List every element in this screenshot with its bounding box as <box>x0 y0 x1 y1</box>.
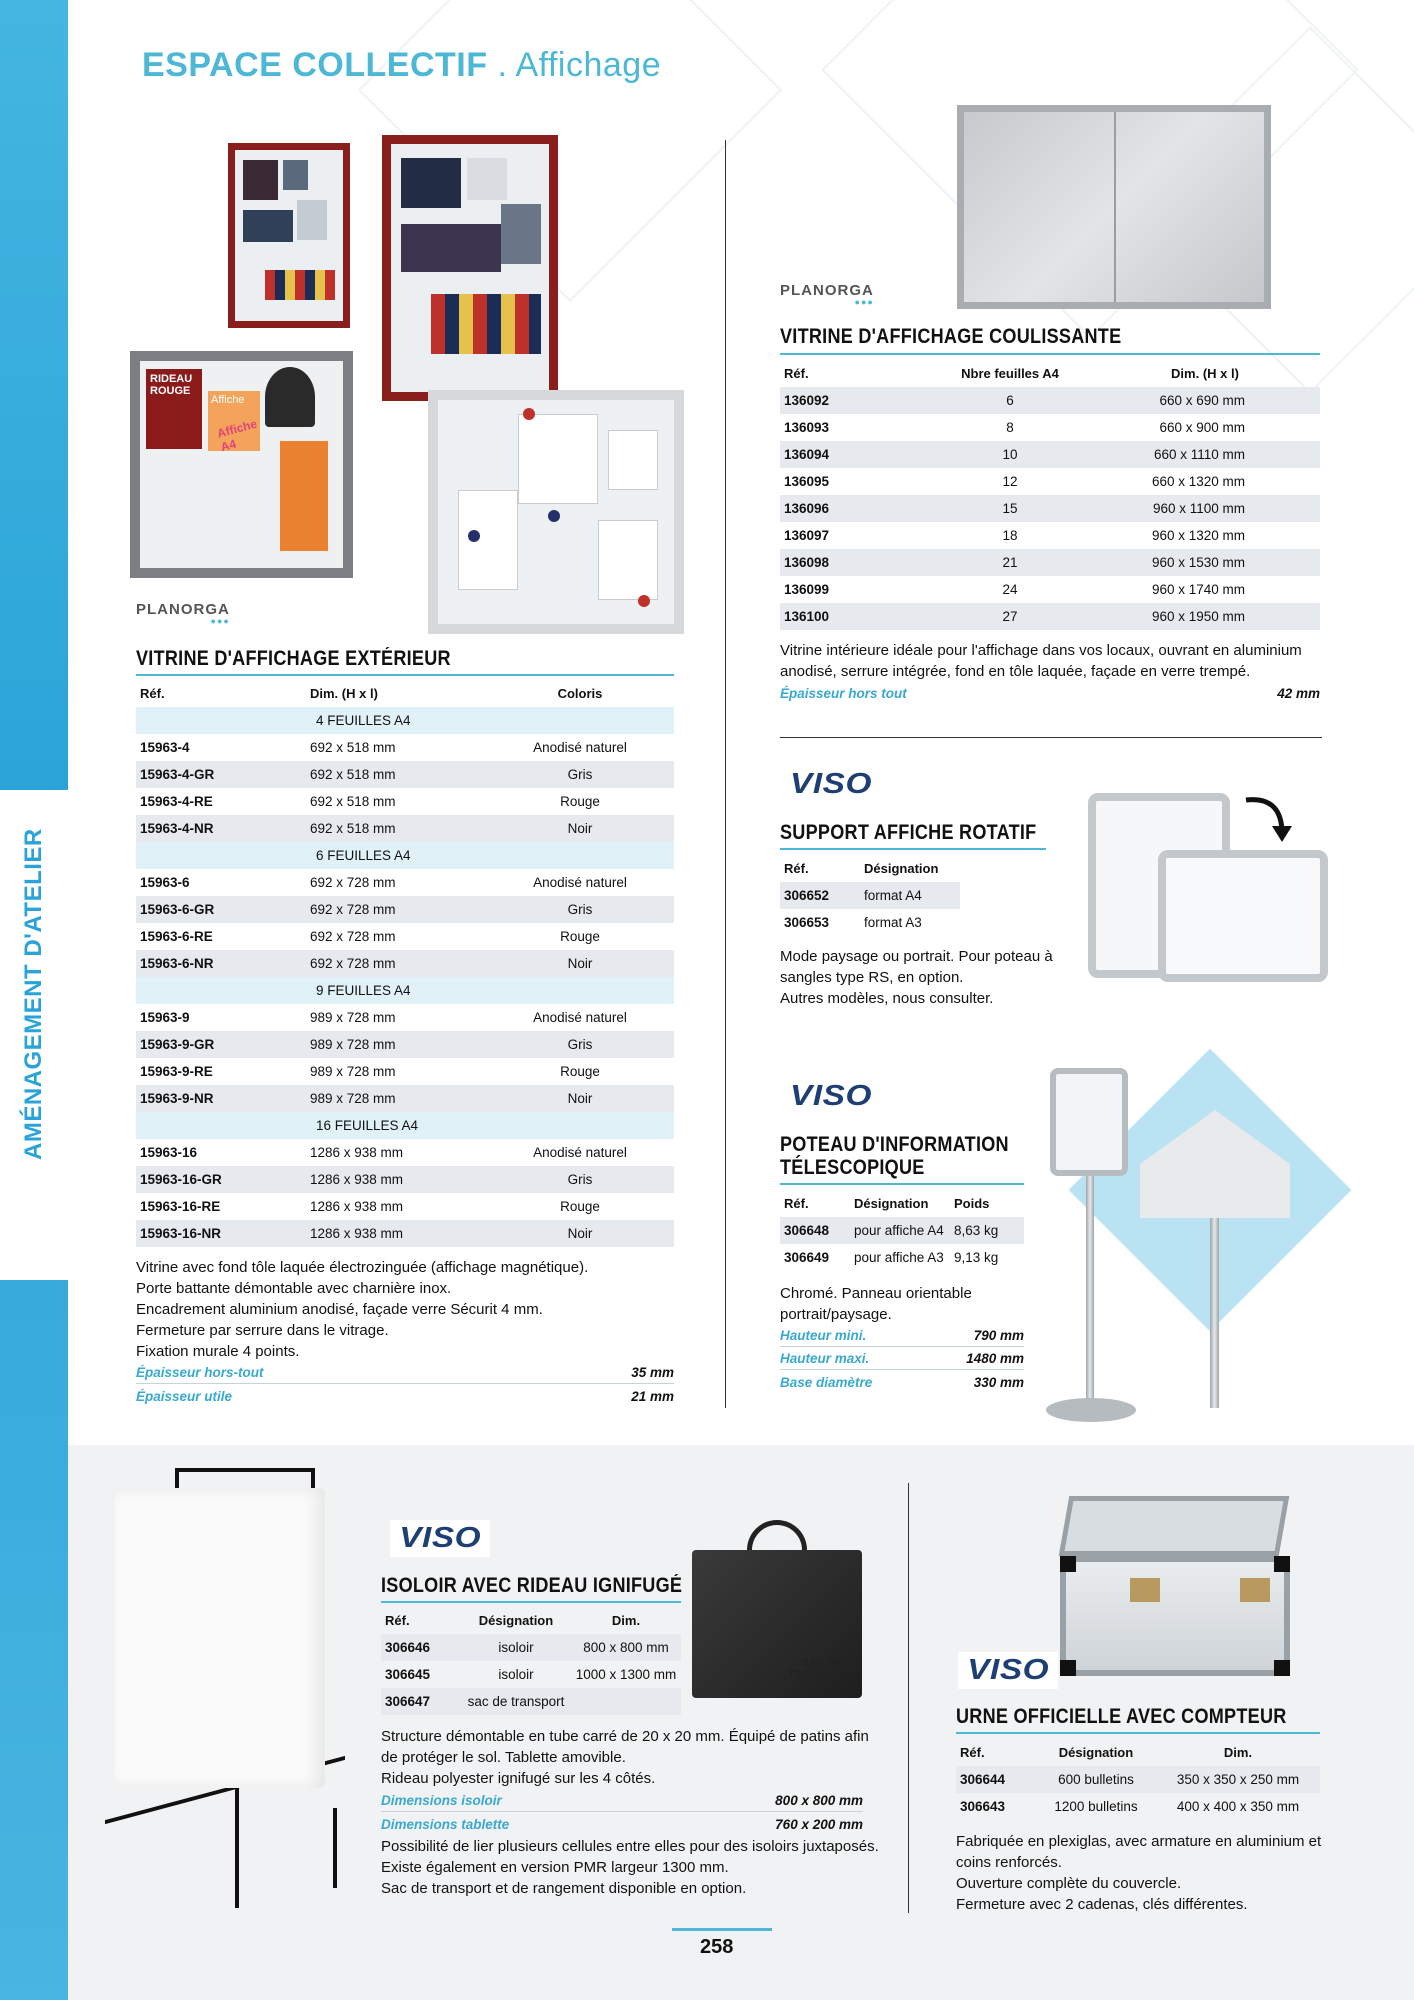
poteau-pole <box>1086 1176 1094 1408</box>
poteau-title-line: POTEAU D'INFORMATION <box>780 1133 1009 1156</box>
cell-dim: 960 x 1320 mm <box>1151 528 1245 543</box>
poteau-panel-portrait <box>1050 1068 1128 1176</box>
desc-line: Fixation murale 4 points. <box>136 1343 300 1360</box>
desc-line: Rideau polyester ignifugé sur les 4 côtés. <box>381 1770 656 1787</box>
cell-designation: format A4 <box>860 882 960 909</box>
page-number-rule <box>672 1928 772 1931</box>
th-dim: Dim. (H x l) <box>310 686 378 701</box>
cell-ref: 306647 <box>381 1688 461 1715</box>
spec-value: 1480 mm <box>966 1351 1024 1366</box>
spec-value: 790 mm <box>973 1328 1024 1343</box>
cell-ref: 15963-16-GR <box>136 1166 306 1193</box>
vitrine-photo-grey <box>130 351 353 578</box>
desc-line: portrait/paysage. <box>780 1306 892 1323</box>
page-title-main: ESPACE COLLECTIF <box>142 46 488 84</box>
spec-label: Hauteur mini. <box>780 1328 867 1343</box>
support-rotatif-description <box>780 946 1060 1009</box>
desc-line: de protéger le sol. Tablette amovible. <box>381 1749 626 1766</box>
vitrine-exterieur-table-body <box>136 707 674 1247</box>
spec-value: 21 mm <box>631 1388 674 1404</box>
th-ref: Réf. <box>140 686 165 701</box>
urne-title: URNE OFFICIELLE AVEC COMPTEUR <box>956 1705 1287 1728</box>
title-rule <box>780 353 1320 355</box>
cell-designation: isoloir <box>461 1634 571 1661</box>
title-rule <box>136 674 674 676</box>
cell-dim: 350 x 350 x 250 mm <box>1156 1766 1320 1793</box>
table-row <box>780 468 1320 495</box>
cell-dim: 660 x 1320 mm <box>1151 474 1245 489</box>
cell-designation: pour affiche A3 <box>854 1250 944 1265</box>
desc-line: Porte battante démontable avec charnière inox. <box>136 1280 452 1297</box>
desc-line: Structure démontable en tube carré de 20 x 20 mm. Équipé de patins afin <box>381 1728 869 1745</box>
group-spacer <box>486 1112 674 1139</box>
cell-dim: 989 x 728 mm <box>310 1010 396 1025</box>
spec-value: 35 mm <box>631 1365 674 1380</box>
brand-viso-logo: VISO <box>790 1080 873 1112</box>
title-rule <box>780 1183 1024 1185</box>
cell-color: Noir <box>486 815 674 842</box>
cell-dim: 660 x 690 mm <box>1090 387 1320 414</box>
cell-ref: 306646 <box>381 1634 461 1661</box>
desc-line: Chromé. Panneau orientable <box>780 1285 972 1302</box>
cell-ref: 136094 <box>780 441 930 468</box>
table-row <box>780 414 1320 441</box>
cell-sheets: 12 <box>1002 474 1018 489</box>
spec-label: Épaisseur hors tout <box>780 685 907 701</box>
brand-viso-logo: VISO <box>390 1520 490 1557</box>
table-group-row <box>136 842 674 869</box>
cell-dim: 660 x 1110 mm <box>1090 441 1320 468</box>
desc-line: Existe également en version PMR largeur 1300 mm. <box>381 1859 729 1876</box>
cell-ref: 15963-9 <box>140 1010 190 1025</box>
th-ref: Réf. <box>784 366 809 381</box>
table-row <box>780 1244 1024 1271</box>
group-spacer <box>486 977 674 1004</box>
group-label: 16 FEUILLES A4 <box>136 1112 486 1139</box>
isoloir-description-2 <box>381 1836 881 1899</box>
poteau-pole-2 <box>1210 1218 1219 1408</box>
spec-value: 330 mm <box>973 1374 1024 1390</box>
cell-dim: 692 x 728 mm <box>310 929 396 944</box>
title-rule <box>780 848 1046 850</box>
cell-ref: 15963-16-RE <box>140 1199 221 1214</box>
desc-line: Fermeture avec 2 cadenas, clés différentes. <box>956 1896 1248 1913</box>
spec-row <box>136 1362 674 1384</box>
spec-label: Hauteur maxi. <box>780 1351 870 1366</box>
table-row <box>956 1793 1320 1820</box>
group-spacer <box>486 842 674 869</box>
cell-dim: 692 x 518 mm <box>306 761 486 788</box>
title-rule <box>956 1732 1320 1734</box>
cell-color: Gris <box>486 761 674 788</box>
cell-ref: 136098 <box>780 549 930 576</box>
cell-color: Anodisé naturel <box>533 1010 627 1025</box>
group-label: 9 FEUILLES A4 <box>136 977 486 1004</box>
spec-label: Épaisseur hors-tout <box>136 1365 264 1380</box>
vitrine-coulissante-table-body <box>780 387 1320 630</box>
vitrine-coulissante-description <box>780 640 1340 682</box>
cell-sheets: 10 <box>930 441 1090 468</box>
section-divider <box>780 737 1322 738</box>
bag-label-line: TRANSPORT <box>788 1669 857 1681</box>
cell-designation: sac de transport <box>461 1688 571 1715</box>
spec-row <box>381 1813 863 1835</box>
table-row <box>956 1766 1320 1793</box>
cell-dim: 692 x 728 mm <box>310 875 396 890</box>
table-row <box>136 1085 674 1112</box>
support-rotatif-title: SUPPORT AFFICHE ROTATIF <box>780 821 1037 844</box>
table-row <box>780 909 960 936</box>
cell-color: Noir <box>486 1220 674 1247</box>
cell-dim: 660 x 900 mm <box>1159 420 1245 435</box>
urne-description <box>956 1831 1336 1915</box>
cell-dim: 692 x 518 mm <box>310 740 396 755</box>
cell-ref: 306649 <box>784 1250 830 1265</box>
cell-designation: 600 bulletins <box>1036 1766 1156 1793</box>
bag-label-line: SAC DE <box>801 1657 843 1669</box>
cell-color: Rouge <box>560 929 600 944</box>
cell-dim: 692 x 728 mm <box>306 950 486 977</box>
poster-affiche-a4: Affiche A4 <box>215 416 259 455</box>
th-ref: Réf. <box>960 1745 985 1760</box>
cell-color: Anodisé naturel <box>533 1145 627 1160</box>
spec-row <box>780 1348 1024 1370</box>
desc-line: Fabriquée en plexiglas, avec armature en aluminium et <box>956 1833 1322 1850</box>
cell-ref: 15963-4-NR <box>136 815 306 842</box>
brand-planorga-logo <box>136 601 230 626</box>
cell-weight: 8,63 kg <box>950 1217 1024 1244</box>
transport-bag-label <box>788 1657 856 1681</box>
cell-dim: 1000 x 1300 mm <box>575 1667 677 1682</box>
cell-sheets: 15 <box>930 495 1090 522</box>
table-row <box>780 387 1320 414</box>
table-group-row <box>136 1112 674 1139</box>
vitrine-exterieur-title: VITRINE D'AFFICHAGE EXTÉRIEUR <box>136 647 451 670</box>
table-row <box>136 1193 674 1220</box>
table-row <box>780 576 1320 603</box>
cell-color: Anodisé naturel <box>533 740 627 755</box>
cell-dim: 400 x 400 x 350 mm <box>1176 1799 1300 1814</box>
desc-line: Sac de transport et de rangement disponible en option. <box>381 1880 747 1897</box>
cell-color: Noir <box>486 950 674 977</box>
cell-ref: 15963-4-GR <box>136 761 306 788</box>
cell-designation: pour affiche A4 <box>850 1217 950 1244</box>
cell-ref: 136096 <box>780 495 930 522</box>
cell-dim: 960 x 1950 mm <box>1090 603 1320 630</box>
cell-ref: 15963-9-RE <box>140 1064 213 1079</box>
th-designation: Désignation <box>1058 1745 1134 1760</box>
th-designation: Désignation <box>854 1196 929 1211</box>
vitrine-coulissante-title: VITRINE D'AFFICHAGE COULISSANTE <box>780 325 1122 348</box>
cell-designation: 1200 bulletins <box>1054 1799 1138 1814</box>
desc-line: Fermeture par serrure dans le vitrage. <box>136 1322 389 1339</box>
desc-line: Encadrement aluminium anodisé, façade verre Sécurit 4 mm. <box>136 1301 543 1318</box>
poteau-title <box>780 1134 1009 1179</box>
cell-weight: 9,13 kg <box>954 1250 999 1265</box>
spec-label: Base diamètre <box>780 1374 873 1390</box>
table-row <box>136 896 674 923</box>
table-row <box>136 1004 674 1031</box>
table-row <box>780 495 1320 522</box>
th-dim: Dim. (H x l) <box>1171 366 1239 381</box>
spec-value: 760 x 200 mm <box>775 1816 863 1832</box>
cell-ref: 15963-4-RE <box>140 794 213 809</box>
cell-designation: isoloir <box>498 1667 534 1682</box>
poster-affiche: Affiche <box>208 391 260 451</box>
brand-viso-logo: VISO <box>790 768 873 800</box>
desc-line: Ouverture complète du couvercle. <box>956 1875 1182 1892</box>
cell-color: Gris <box>486 1166 674 1193</box>
spec-row <box>780 1325 1024 1347</box>
th-designation: Désignation <box>478 1613 554 1628</box>
title-rule <box>381 1601 681 1603</box>
table-row <box>136 761 674 788</box>
vitrine-exterieur-table <box>136 680 674 1247</box>
spec-value: 42 mm <box>1277 685 1320 701</box>
rotate-arrow-icon <box>1240 790 1300 850</box>
spec-row <box>381 1790 863 1812</box>
desc-line: Possibilité de lier plusieurs cellules entre elles pour des isoloirs juxtaposés. <box>381 1838 879 1855</box>
table-row <box>136 734 674 761</box>
table-row <box>136 950 674 977</box>
brand-viso-logo: VISO <box>958 1652 1058 1689</box>
poteau-title-line: TÉLESCOPIQUE <box>780 1155 925 1179</box>
cell-dim: 960 x 1100 mm <box>1090 495 1320 522</box>
group-spacer <box>486 707 674 734</box>
desc-line: Vitrine intérieure idéale pour l'affichage dans vos locaux, ouvrant en aluminium <box>780 642 1302 659</box>
cell-ref: 15963-9-GR <box>136 1031 306 1058</box>
table-row <box>136 1058 674 1085</box>
group-label: 6 FEUILLES A4 <box>136 842 486 869</box>
isoloir-description <box>381 1726 881 1789</box>
table-row <box>136 1166 674 1193</box>
cell-ref: 15963-6 <box>140 875 190 890</box>
cell-sheets: 24 <box>1002 582 1018 597</box>
urne-table <box>956 1739 1320 1820</box>
poteau-base <box>1046 1398 1136 1422</box>
cell-dim: 692 x 728 mm <box>306 896 486 923</box>
cell-ref: 136097 <box>784 528 830 543</box>
cell-dim: 1286 x 938 mm <box>306 1166 486 1193</box>
brand-planorga-dots: ●●● <box>210 616 230 626</box>
vitrine-coulissante-table <box>780 360 1320 630</box>
cell-designation: format A3 <box>864 915 922 930</box>
th-dim: Dim. <box>611 1613 641 1628</box>
cell-ref: 136093 <box>784 420 830 435</box>
group-label: 4 FEUILLES A4 <box>136 707 486 734</box>
table-row <box>136 1220 674 1247</box>
table-row <box>780 549 1320 576</box>
cell-ref: 306648 <box>780 1217 850 1244</box>
isoloir-title: ISOLOIR AVEC RIDEAU IGNIFUGÉ <box>381 1574 683 1597</box>
urne-photo <box>1050 1486 1300 1686</box>
page-number: 258 <box>700 1936 734 1958</box>
vitrine-photo-white <box>428 390 684 634</box>
vitrine-coulissante-photo <box>957 105 1271 309</box>
cell-ref: 306653 <box>784 915 830 930</box>
table-row <box>136 1031 674 1058</box>
cell-sheets: 18 <box>1002 528 1018 543</box>
th-ref: Réf. <box>385 1613 410 1628</box>
th-ref: Réf. <box>784 861 809 876</box>
support-rotatif-photo-landscape <box>1158 850 1328 982</box>
th-sheets: Nbre feuilles A4 <box>961 366 1059 381</box>
cell-dim <box>571 1688 681 1715</box>
table-row <box>381 1688 681 1715</box>
cell-ref: 306644 <box>956 1766 1036 1793</box>
cell-ref: 306652 <box>780 882 860 909</box>
table-row <box>780 882 960 909</box>
cell-dim: 989 x 728 mm <box>306 1085 486 1112</box>
cell-ref: 136100 <box>780 603 930 630</box>
cell-dim: 960 x 1530 mm <box>1090 549 1320 576</box>
cell-ref: 136092 <box>780 387 930 414</box>
desc-line: Mode paysage ou portrait. Pour poteau à <box>780 948 1053 965</box>
spec-label: Dimensions isoloir <box>381 1793 502 1808</box>
table-row <box>780 522 1320 549</box>
table-row <box>136 1139 674 1166</box>
brand-planorga-dots: ●●● <box>854 297 874 307</box>
table-row <box>381 1661 681 1688</box>
table-group-row <box>136 977 674 1004</box>
desc-line: coins renforcés. <box>956 1854 1062 1871</box>
page-title-sub: . Affichage <box>497 46 662 84</box>
cell-dim: 1286 x 938 mm <box>310 1145 404 1160</box>
table-row <box>136 923 674 950</box>
table-row <box>381 1634 681 1661</box>
cell-color: Rouge <box>560 1199 600 1214</box>
cell-ref: 15963-16-NR <box>136 1220 306 1247</box>
brand-planorga-logo <box>780 282 874 307</box>
th-color: Coloris <box>557 686 603 701</box>
page-title <box>142 46 661 85</box>
cell-dim: 1286 x 938 mm <box>306 1220 486 1247</box>
cell-dim: 692 x 518 mm <box>306 815 486 842</box>
th-dim: Dim. <box>1223 1745 1253 1760</box>
vitrine-photo-red-closed <box>228 143 350 328</box>
cell-ref: 15963-9-NR <box>136 1085 306 1112</box>
spec-row <box>780 682 1320 704</box>
cell-ref: 15963-16 <box>140 1145 198 1160</box>
cell-dim: 989 x 728 mm <box>310 1064 396 1079</box>
table-row <box>136 869 674 896</box>
th-ref: Réf. <box>784 1196 809 1211</box>
table-row <box>136 788 674 815</box>
cell-dim: 989 x 728 mm <box>306 1031 486 1058</box>
side-label: AMÉNAGEMENT D'ATELIER <box>20 828 47 1160</box>
cell-color: Anodisé naturel <box>533 875 627 890</box>
th-weight: Poids <box>954 1196 990 1211</box>
cell-color: Gris <box>486 1031 674 1058</box>
cell-ref: 15963-4 <box>140 740 190 755</box>
cell-sheets: 8 <box>1006 420 1014 435</box>
support-rotatif-table <box>780 855 960 936</box>
poteau-description <box>780 1283 1030 1325</box>
cell-color: Noir <box>486 1085 674 1112</box>
cell-dim: 692 x 518 mm <box>310 794 396 809</box>
poster-rideau: RIDEAU ROUGE <box>146 369 202 449</box>
column-divider <box>725 140 726 1408</box>
table-row <box>136 815 674 842</box>
cell-sheets: 27 <box>930 603 1090 630</box>
cell-ref: 306643 <box>960 1799 1006 1814</box>
cell-dim: 960 x 1740 mm <box>1151 582 1245 597</box>
th-designation: Désignation <box>864 861 939 876</box>
cell-dim: 1286 x 938 mm <box>310 1199 404 1214</box>
desc-line: sangles type RS, en option. <box>780 969 964 986</box>
cell-sheets: 21 <box>930 549 1090 576</box>
cell-ref: 136095 <box>784 474 830 489</box>
brand-planorga-text: PLANORGA <box>780 282 874 299</box>
table-group-row <box>136 707 674 734</box>
spec-row <box>136 1385 674 1407</box>
spec-label: Dimensions tablette <box>381 1816 510 1832</box>
cell-ref: 15963-6-RE <box>140 929 213 944</box>
vitrine-exterieur-description <box>136 1257 676 1362</box>
brand-planorga-text: PLANORGA <box>136 601 230 618</box>
isoloir-photo <box>105 1468 345 1908</box>
desc-line: Autres modèles, nous consulter. <box>780 990 994 1007</box>
cell-color: Rouge <box>560 1064 600 1079</box>
column-divider-bottom <box>908 1483 909 1913</box>
cell-color: Gris <box>486 896 674 923</box>
table-row <box>780 1217 1024 1244</box>
vitrine-photo-red-open <box>382 135 558 401</box>
cell-ref: 136099 <box>784 582 830 597</box>
isoloir-table <box>381 1607 681 1715</box>
cell-color: Rouge <box>560 794 600 809</box>
cell-ref: 15963-6-GR <box>136 896 306 923</box>
table-row <box>780 603 1320 630</box>
spec-label: Épaisseur utile <box>136 1388 233 1404</box>
spec-row <box>780 1371 1024 1393</box>
cell-sheets: 6 <box>930 387 1090 414</box>
desc-line: anodisé, serrure intégrée, fond en tôle laquée, façade en verre trempé. <box>780 663 1251 680</box>
poteau-table <box>780 1190 1024 1271</box>
cell-dim: 800 x 800 mm <box>571 1634 681 1661</box>
table-row <box>780 441 1320 468</box>
spec-value: 800 x 800 mm <box>775 1793 863 1808</box>
cell-ref: 15963-6-NR <box>136 950 306 977</box>
desc-line: Vitrine avec fond tôle laquée électrozinguée (affichage magnétique). <box>136 1259 589 1276</box>
cell-ref: 306645 <box>385 1667 431 1682</box>
